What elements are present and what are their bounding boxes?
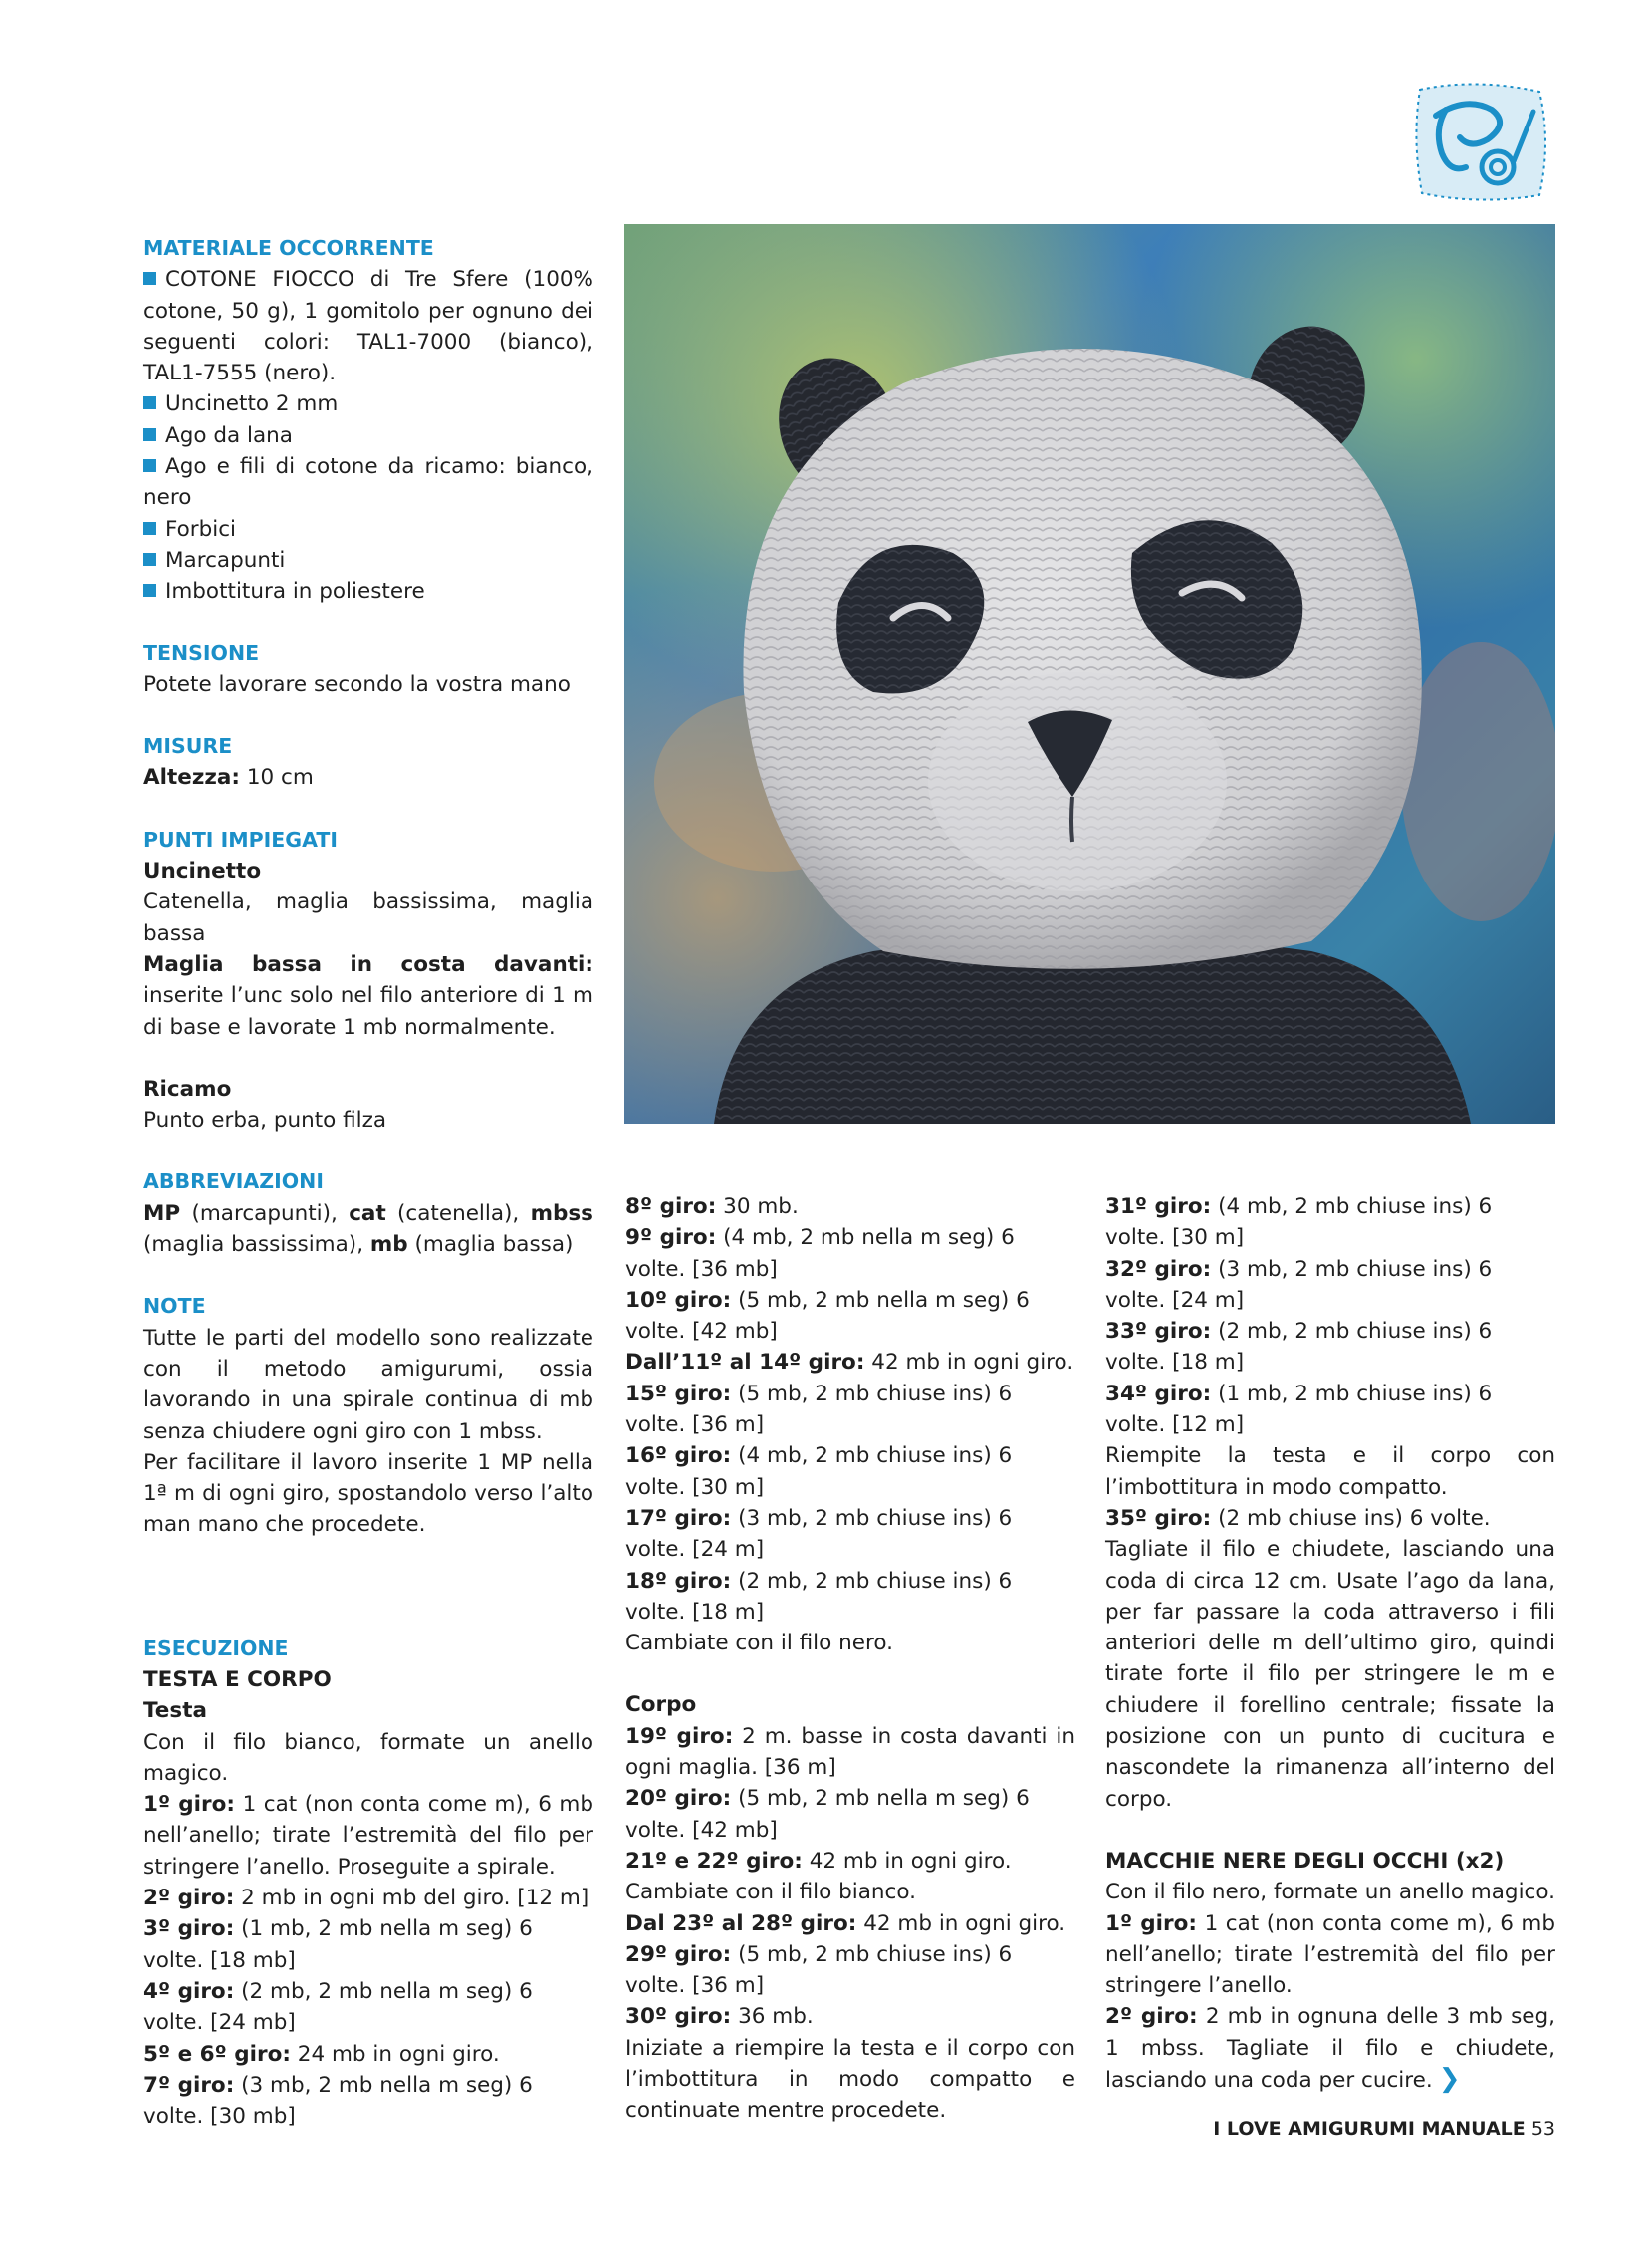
materiale-item: Forbici (143, 514, 593, 545)
right-column (1105, 1191, 1555, 2096)
round-row: 30º giro: 36 mb. (625, 2004, 814, 2030)
note-text-2: Per facilitare il lavoro inserite 1 MP nella 1ª m di ogni giro, spostandolo verso l’alto man mano che procedete. (143, 1449, 593, 1538)
round-row: 15º giro: (5 mb, 2 mb chiuse ins) 6 volte. [36 m] (625, 1381, 1013, 1438)
fill-text: Riempite la testa e il corpo con l’imbottitura in modo compatto. (1105, 1443, 1555, 1500)
uncinetto-text: Catenella, maglia bassissima, maglia bassa (143, 889, 593, 946)
round-row: 31º giro: (4 mb, 2 mb chiuse ins) 6 volte. [30 m] (1105, 1194, 1493, 1251)
materiale-item: Ago da lana (143, 420, 593, 451)
esecuzione-heading: ESECUZIONE (143, 1636, 289, 1660)
round-row: 1º giro: 1 cat (non conta come m), 6 mb nell’anello; tirate l’estremità del filo per stringere l’anello. Proseguite a spirale. (143, 1792, 593, 1880)
page-footer (1213, 2118, 1555, 2140)
round-row: 21º e 22º giro: 42 mb in ogni giro. (625, 1848, 1012, 1874)
round-row: 34º giro: (1 mb, 2 mb chiuse ins) 6 volte. [12 m] (1105, 1381, 1493, 1438)
round-row: 4º giro: (2 mb, 2 mb nella m seg) 6 volte. [24 mb] (143, 1978, 533, 2036)
round-row: 2º giro: 2 mb in ognuna delle 3 mb seg, 1 mbss. Tagliate il filo e chiudete, lasciando una coda per cucire. ❯ (1105, 2004, 1555, 2095)
bullet-icon (143, 396, 156, 409)
tensione-text: Potete lavorare secondo la vostra mano (143, 671, 571, 697)
bullet-icon (143, 428, 156, 441)
materiale-heading: MATERIALE OCCORRENTE (143, 236, 434, 260)
round-row: 1º giro: 1 cat (non conta come m), 6 mb nell’anello; tirate l’estremità del filo per stringere l’anello. (1105, 1910, 1555, 1999)
materiale-item: COTONE FIOCCO di Tre Sfere (100% cotone, 50 g), 1 gomitolo per ognuno dei seguenti colori: TAL1-7000 (bianco), TAL1-7555 (nero). (143, 267, 593, 386)
round-row: Dall’11º al 14º giro: 42 mb in ogni giro. (625, 1350, 1074, 1376)
magazine-title: I LOVE AMIGURUMI MANUALE (1213, 2118, 1526, 2140)
middle-column (625, 1191, 1075, 2127)
costa-davanti-text: Maglia bassa in costa davanti: inserite l’unc solo nel filo anteriore di 1 m di base e lavorate 1 mb normalmente. (143, 951, 593, 1040)
abbreviazioni-heading: ABBREVIAZIONI (143, 1169, 324, 1194)
round-row: 18º giro: (2 mb, 2 mb chiuse ins) 6 volte. [18 m] (625, 1568, 1013, 1625)
round-row: 32º giro: (3 mb, 2 mb chiuse ins) 6 volte. [24 m] (1105, 1256, 1493, 1313)
round-row: 7º giro: (3 mb, 2 mb nella m seg) 6 volte. [30 mb] (143, 2072, 533, 2130)
macchie-heading: MACCHIE NERE DEGLI OCCHI (x2) (1105, 1848, 1505, 1874)
note-heading: NOTE (143, 1294, 206, 1319)
tensione-heading: TENSIONE (143, 640, 260, 665)
testa-title: Testa (143, 1698, 207, 1724)
round-row: 17º giro: (3 mb, 2 mb chiuse ins) 6 volte. [24 m] (625, 1505, 1013, 1563)
change-color-text: Cambiate con il filo nero. (625, 1631, 893, 1656)
round-row: 2º giro: 2 mb in ogni mb del giro. [12 m] (143, 1886, 589, 1911)
finish-text: Tagliate il filo e chiudete, lasciando una coda di circa 12 cm. Usate l’ago da lana, per far passare la coda attraverso i fili anteriori delle m dell’ultimo giro, quindi tirate forte il filo per stringere le m e chiudere il forellino centrale; fissate la posizione con un punto di cucitura e nascondete la rimanenza all’interno del corpo. (1105, 1537, 1555, 1812)
ricamo-title: Ricamo (143, 1076, 232, 1102)
page-number: 53 (1530, 2118, 1555, 2140)
macchie-intro: Con il filo nero, formate un anello magico. (1105, 1880, 1555, 1905)
uncinetto-title: Uncinetto (143, 859, 262, 884)
ricamo-text: Punto erba, punto filza (143, 1108, 387, 1134)
bullet-icon (143, 459, 156, 472)
materiale-item: Uncinetto 2 mm (143, 388, 593, 419)
materiale-item: Marcapunti (143, 545, 593, 576)
round-row: 20º giro: (5 mb, 2 mb nella m seg) 6 volte. [42 mb] (625, 1786, 1030, 1843)
bullet-icon (143, 522, 156, 535)
round-row: 9º giro: (4 mb, 2 mb nella m seg) 6 volte. [36 mb] (625, 1225, 1015, 1282)
continue-arrow-icon: ❯ (1438, 2064, 1461, 2095)
abbreviazioni-text: MP (marcapunti), cat (catenella), mbss (maglia bassissima), mb (maglia bassa) (143, 1200, 593, 1258)
panda-amigurumi-photo (624, 224, 1555, 1124)
misure-altezza: Altezza: 10 cm (143, 765, 314, 791)
note-text-1: Tutte le parti del modello sono realizzate con il metodo amigurumi, ossia lavorando in una spirale continua di mb senza chiudere ogni giro con 1 mbss. (143, 1325, 593, 1444)
materiale-item: Ago e fili di cotone da ricamo: bianco, nero (143, 454, 593, 511)
materiale-item: Imbottitura in poliestere (143, 576, 593, 607)
round-row: 10º giro: (5 mb, 2 mb nella m seg) 6 volte. [42 mb] (625, 1287, 1030, 1345)
punti-heading: PUNTI IMPIEGATI (143, 827, 338, 852)
round-row: 29º giro: (5 mb, 2 mb chiuse ins) 6 volte. [36 m] (625, 1941, 1013, 1999)
round-row: 19º giro: 2 m. basse in costa davanti in ogni maglia. [36 m] (625, 1723, 1075, 1781)
testa-intro: Con il filo bianco, formate un anello magico. (143, 1729, 593, 1786)
testa-corpo-heading: TESTA E CORPO (143, 1666, 332, 1692)
change-color-text: Cambiate con il filo bianco. (625, 1880, 916, 1905)
bullet-icon (143, 272, 156, 285)
round-row: 5º e 6º giro: 24 mb in ogni giro. (143, 2041, 500, 2067)
round-row: 3º giro: (1 mb, 2 mb nella m seg) 6 volte. [18 mb] (143, 1916, 533, 1973)
bullet-icon (143, 584, 156, 597)
round-row: 33º giro: (2 mb, 2 mb chiuse ins) 6 volte. [18 m] (1105, 1319, 1493, 1376)
round-row: 16º giro: (4 mb, 2 mb chiuse ins) 6 volte. [30 m] (625, 1443, 1013, 1500)
misure-heading: MISURE (143, 734, 233, 759)
bullet-icon (143, 553, 156, 566)
round-row: Dal 23º al 28º giro: 42 mb in ogni giro. (625, 1910, 1066, 1936)
stuffing-text: Iniziate a riempire la testa e il corpo con l’imbottitura in modo compatto e continuate mentre procedete. (625, 2035, 1075, 2124)
corpo-title: Corpo (625, 1692, 697, 1718)
round-row: 35º giro: (2 mb chiuse ins) 6 volte. (1105, 1505, 1491, 1531)
left-column (143, 233, 593, 2132)
crochet-hook-logo-icon (1406, 70, 1555, 209)
round-row: 8º giro: 30 mb. (625, 1194, 799, 1219)
